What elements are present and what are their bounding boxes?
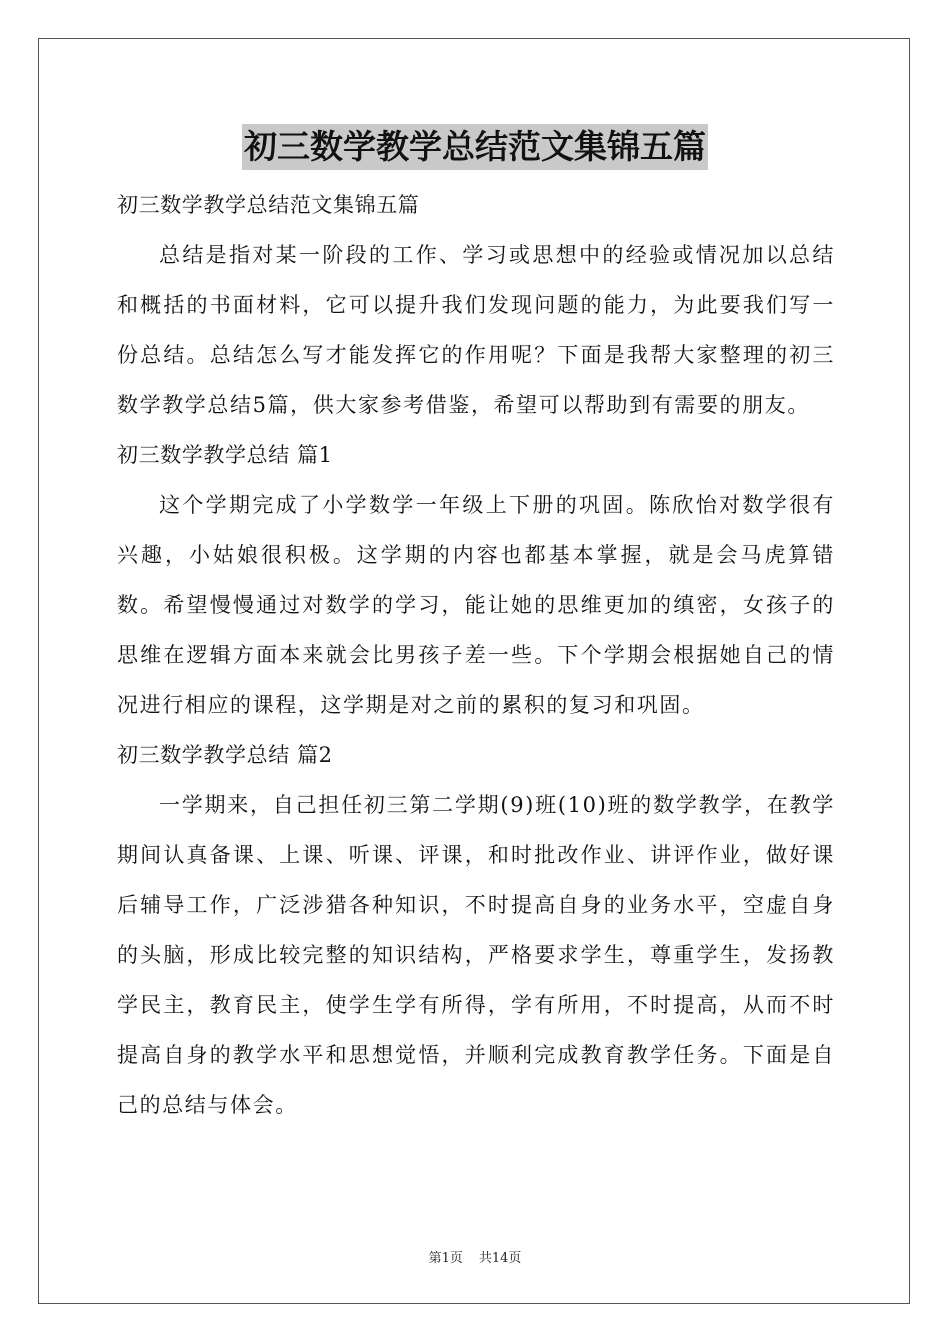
- page-footer: [0, 1247, 950, 1266]
- page-total: 共14页: [478, 1251, 522, 1266]
- page-number: 第1页: [428, 1251, 463, 1266]
- body-paragraph: 一学期来，自己担任初三第二学期(9)班(10)班的数学教学，在教学期间认真备课、上课、听课、评课，和时批改作业、讲评作业，做好课后辅导工作，广泛涉猎各种知识，不时提高自身的业务水平，空虚自身的头脑，形成比较完整的知识结构，严格要求学生，尊重学生，发扬教学民主，教育民主，使学生学有所得，学有所用，不时提高，从而不时提高自身的教学水平和思想觉悟，并顺利完成教育教学任务。下面是自己的总结与体会。: [117, 793, 835, 1117]
- section-heading: 初三数学教学总结范文集锦五篇: [117, 193, 420, 217]
- section-heading: 初三数学教学总结 篇2: [117, 743, 333, 767]
- title-container: [0, 124, 950, 170]
- body-paragraph: 总结是指对某一阶段的工作、学习或思想中的经验或情况加以总结和概括的书面材料，它可以提升我们发现问题的能力，为此要我们写一份总结。总结怎么写才能发挥它的作用呢？下面是我帮大家整理的初三数学教学总结5篇，供大家参考借鉴，希望可以帮助到有需要的朋友。: [117, 243, 835, 417]
- document-title: 初三数学教学总结范文集锦五篇: [242, 124, 708, 170]
- document-body: [117, 180, 835, 1130]
- section-heading: 初三数学教学总结 篇1: [117, 443, 333, 467]
- body-paragraph: 这个学期完成了小学数学一年级上下册的巩固。陈欣怡对数学很有兴趣，小姑娘很积极。这学期的内容也都基本掌握，就是会马虎算错数。希望慢慢通过对数学的学习，能让她的思维更加的缜密，女孩子的思维在逻辑方面本来就会比男孩子差一些。下个学期会根据她自己的情况进行相应的课程，这学期是对之前的累积的复习和巩固。: [117, 493, 835, 717]
